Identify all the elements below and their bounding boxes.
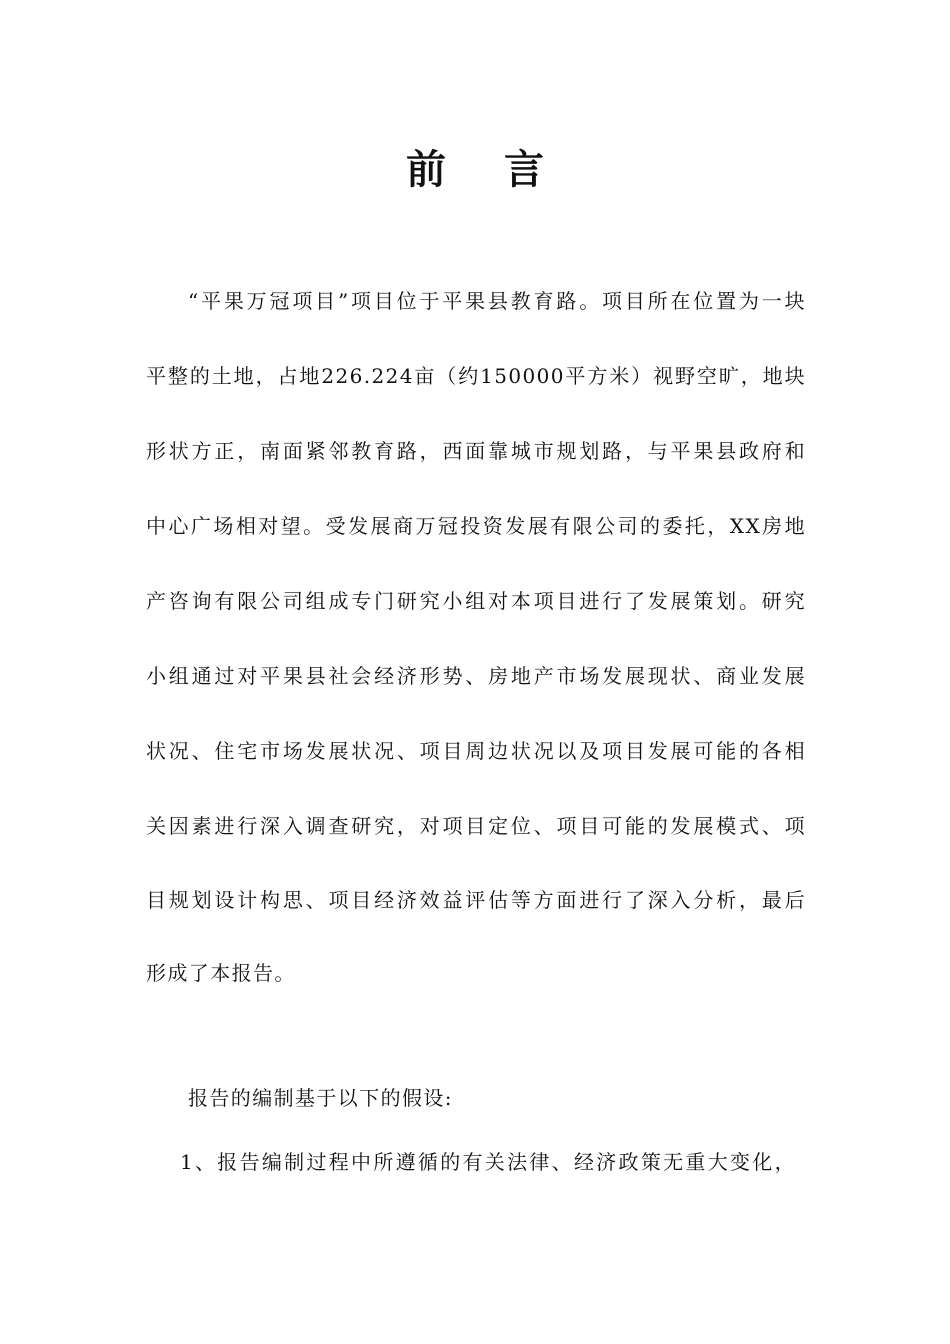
paragraph-line: 中心广场相对望。受发展商万冠投资发展有限公司的委托，XX房地 (146, 514, 806, 538)
assumptions-intro: 报告的编制基于以下的假设: (188, 1086, 453, 1110)
paragraph-line: 状况、住宅市场发展状况、项目周边状况以及项目发展可能的各相 (146, 739, 806, 763)
paragraph-line: 产咨询有限公司组成专门研究小组对本项目进行了发展策划。研究 (146, 589, 806, 613)
paragraph-line: 小组通过对平果县社会经济形势、房地产市场发展现状、商业发展 (146, 664, 806, 688)
paragraph-line: 平整的土地，占地226.224亩（约150000平方米）视野空旷，地块 (146, 364, 806, 388)
page-title: 前言 (406, 146, 602, 193)
assumption-item: 1、报告编制过程中所遵循的有关法律、经济政策无重大变化， (180, 1150, 796, 1174)
paragraph-line: 关因素进行深入调查研究，对项目定位、项目可能的发展模式、项 (146, 814, 806, 838)
paragraph-line: 目规划设计构思、项目经济效益评估等方面进行了深入分析，最后 (146, 888, 806, 912)
paragraph-line: “平果万冠项目”项目位于平果县教育路。项目所在位置为一块 (188, 289, 806, 313)
paragraph-line: 形成了本报告。 (146, 961, 296, 985)
paragraph-line: 形状方正，南面紧邻教育路，西面靠城市规划路，与平果县政府和 (146, 439, 806, 463)
